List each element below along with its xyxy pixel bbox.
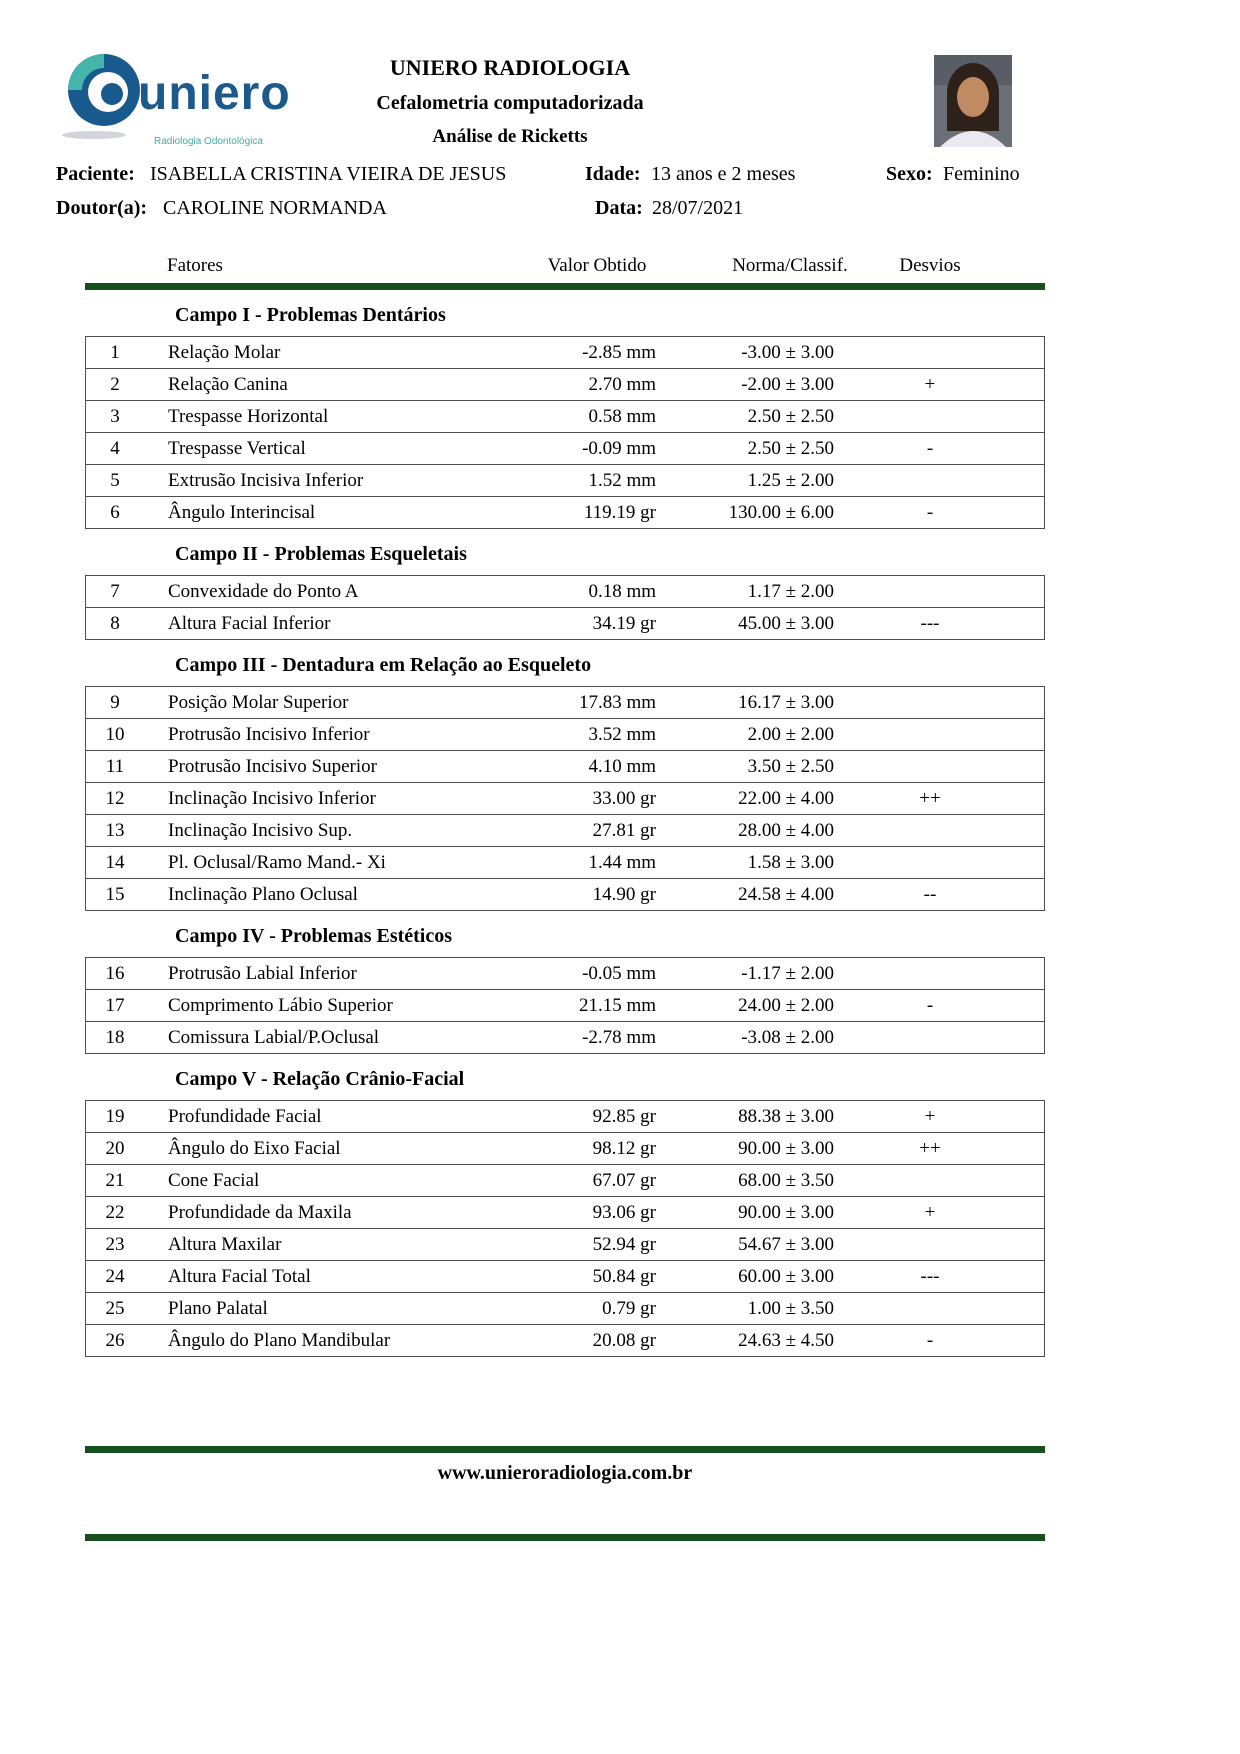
section-row-group	[85, 1100, 1045, 1357]
cell-norma-classif: 1.17 ± 2.00	[747, 580, 834, 602]
cell-number: 17	[105, 994, 125, 1016]
cell-desvio: --	[923, 883, 937, 905]
section-title: Campo I - Problemas Dentários	[175, 304, 446, 326]
patient-sex-label: Sexo:	[886, 163, 933, 185]
cell-number: 13	[105, 819, 125, 841]
patient-name-label: Paciente:	[56, 163, 135, 185]
cell-number: 25	[105, 1297, 125, 1319]
cell-valor-obtido: 0.58 mm	[588, 405, 656, 427]
cell-norma-classif: 16.17 ± 3.00	[738, 691, 834, 713]
cell-fator: Ângulo Interincisal	[168, 501, 316, 523]
cell-norma-classif: 90.00 ± 3.00	[738, 1201, 834, 1223]
cell-desvio: ++	[919, 1137, 941, 1159]
cell-fator: Pl. Oclusal/Ramo Mand.- Xi	[168, 851, 386, 873]
column-header-fatores: Fatores	[167, 255, 223, 276]
cell-norma-classif: 1.00 ± 3.50	[747, 1297, 834, 1319]
table-row	[86, 576, 1044, 607]
table-row	[86, 1324, 1044, 1356]
doctor-label: Doutor(a):	[56, 197, 148, 219]
cell-fator: Inclinação Incisivo Inferior	[168, 787, 376, 809]
cell-valor-obtido: 1.52 mm	[588, 469, 656, 491]
cell-number: 12	[105, 787, 125, 809]
cell-desvio: +	[924, 373, 936, 395]
cell-norma-classif: 1.58 ± 3.00	[747, 851, 834, 873]
cell-fator: Protrusão Incisivo Inferior	[168, 723, 370, 745]
table-row	[86, 368, 1044, 400]
column-header-norma-classif: Norma/Classif.	[732, 255, 848, 276]
cell-fator: Protrusão Labial Inferior	[168, 962, 357, 984]
cell-norma-classif: 22.00 ± 4.00	[738, 787, 834, 809]
cell-fator: Protrusão Incisivo Superior	[168, 755, 377, 777]
cell-valor-obtido: -0.09 mm	[582, 437, 656, 459]
cell-number: 15	[105, 883, 125, 905]
cell-norma-classif: -3.00 ± 3.00	[741, 341, 834, 363]
cell-fator: Comissura Labial/P.Oclusal	[168, 1026, 380, 1048]
cell-desvio: -	[926, 501, 934, 523]
cell-valor-obtido: 0.79 gr	[602, 1297, 656, 1319]
cell-number: 9	[110, 691, 120, 713]
patient-photo	[934, 55, 1012, 147]
cell-valor-obtido: 21.15 mm	[578, 994, 656, 1016]
table-row	[86, 687, 1044, 718]
cell-desvio: -	[926, 437, 934, 459]
table-row	[86, 878, 1044, 910]
cell-fator: Trespasse Vertical	[168, 437, 306, 459]
section-title: Campo III - Dentadura em Relação ao Esqueleto	[175, 654, 592, 676]
cell-fator: Altura Facial Inferior	[168, 612, 331, 634]
table-row	[86, 958, 1044, 989]
cell-valor-obtido: 98.12 gr	[592, 1137, 656, 1159]
table-row	[86, 607, 1044, 639]
table-row	[86, 782, 1044, 814]
cell-fator: Inclinação Incisivo Sup.	[168, 819, 353, 841]
cell-norma-classif: 45.00 ± 3.00	[738, 612, 834, 634]
date-value: 28/07/2021	[652, 197, 744, 219]
column-header-desvios: Desvios	[899, 255, 961, 276]
cell-number: 22	[105, 1201, 125, 1223]
cell-desvio: +	[924, 1105, 936, 1127]
table-row	[86, 846, 1044, 878]
cell-valor-obtido: -2.78 mm	[582, 1026, 656, 1048]
table-row	[86, 750, 1044, 782]
table-row	[86, 1228, 1044, 1260]
table-row	[86, 1292, 1044, 1324]
cell-valor-obtido: 50.84 gr	[592, 1265, 656, 1287]
cell-norma-classif: 130.00 ± 6.00	[728, 501, 834, 523]
cell-number: 5	[110, 469, 120, 491]
cell-number: 1	[110, 341, 120, 363]
cell-norma-classif: -3.08 ± 2.00	[741, 1026, 834, 1048]
cell-norma-classif: 90.00 ± 3.00	[738, 1137, 834, 1159]
cell-number: 4	[110, 437, 120, 459]
patient-name-value: ISABELLA CRISTINA VIEIRA DE JESUS	[150, 163, 507, 185]
table-row	[86, 400, 1044, 432]
cell-valor-obtido: 17.83 mm	[578, 691, 656, 713]
table-row	[86, 337, 1044, 368]
table-row	[86, 1021, 1044, 1053]
table-row	[86, 718, 1044, 750]
cell-valor-obtido: 27.81 gr	[592, 819, 656, 841]
table-header-row	[85, 255, 1045, 283]
header-divider-rule	[85, 283, 1045, 290]
cell-fator: Altura Maxilar	[168, 1233, 282, 1255]
cell-norma-classif: 60.00 ± 3.00	[738, 1265, 834, 1287]
patient-sex-value: Feminino	[943, 163, 1020, 185]
cell-valor-obtido: 1.44 mm	[588, 851, 656, 873]
cell-fator: Extrusão Incisiva Inferior	[168, 469, 364, 491]
cell-desvio: ---	[920, 612, 940, 634]
cell-number: 10	[105, 723, 125, 745]
cell-number: 7	[110, 580, 120, 602]
cell-number: 21	[105, 1169, 125, 1191]
cell-fator: Trespasse Horizontal	[168, 405, 329, 427]
patient-photo-image	[934, 55, 1012, 147]
table-row	[86, 496, 1044, 528]
logo-tagline: Radiologia Odontológica	[154, 136, 263, 147]
section-row-group	[85, 957, 1045, 1054]
section-row-group	[85, 336, 1045, 529]
cell-norma-classif: 2.50 ± 2.50	[747, 437, 834, 459]
cell-fator: Cone Facial	[168, 1169, 260, 1191]
cell-valor-obtido: 4.10 mm	[588, 755, 656, 777]
report-subtitle: Cefalometria computadorizada	[376, 92, 644, 114]
table-row	[86, 1196, 1044, 1228]
cell-fator: Altura Facial Total	[168, 1265, 311, 1287]
section-row-group	[85, 575, 1045, 640]
cell-number: 20	[105, 1137, 125, 1159]
cell-desvio: +	[924, 1201, 936, 1223]
cell-valor-obtido: 0.18 mm	[588, 580, 656, 602]
cell-number: 3	[110, 405, 120, 427]
cell-fator: Relação Canina	[168, 373, 288, 395]
cell-fator: Inclinação Plano Oclusal	[168, 883, 358, 905]
table-row	[86, 1260, 1044, 1292]
date-label: Data:	[595, 197, 643, 219]
cell-number: 6	[110, 501, 120, 523]
cell-fator: Profundidade da Maxila	[168, 1201, 352, 1223]
cell-number: 16	[105, 962, 125, 984]
cell-fator: Posição Molar Superior	[168, 691, 349, 713]
cell-number: 23	[105, 1233, 125, 1255]
footer-website: www.unieroradiologia.com.br	[437, 1462, 693, 1484]
uniero-logo-icon	[58, 48, 150, 140]
cell-valor-obtido: 20.08 gr	[592, 1329, 656, 1351]
table-row	[86, 432, 1044, 464]
cell-valor-obtido: 14.90 gr	[592, 883, 656, 905]
patient-age-label: Idade:	[585, 163, 641, 185]
cell-valor-obtido: 119.19 gr	[583, 501, 656, 523]
logo-wordmark: uniero	[138, 67, 291, 120]
cell-norma-classif: 24.58 ± 4.00	[738, 883, 834, 905]
cell-valor-obtido: 52.94 gr	[592, 1233, 656, 1255]
clinic-name: UNIERO RADIOLOGIA	[389, 55, 631, 80]
cell-norma-classif: 24.00 ± 2.00	[738, 994, 834, 1016]
cell-valor-obtido: -0.05 mm	[582, 962, 656, 984]
cell-norma-classif: 88.38 ± 3.00	[738, 1105, 834, 1127]
cell-valor-obtido: -2.85 mm	[582, 341, 656, 363]
cell-norma-classif: 2.50 ± 2.50	[747, 405, 834, 427]
cell-desvio: -	[926, 994, 934, 1016]
footer-bottom-rule	[85, 1534, 1045, 1541]
cell-norma-classif: 68.00 ± 3.50	[738, 1169, 834, 1191]
cell-number: 18	[105, 1026, 125, 1048]
cell-norma-classif: 54.67 ± 3.00	[738, 1233, 834, 1255]
section-row-group	[85, 686, 1045, 911]
patient-age-value: 13 anos e 2 meses	[651, 163, 796, 185]
cell-norma-classif: 3.50 ± 2.50	[747, 755, 834, 777]
cell-desvio: -	[926, 1329, 934, 1351]
cell-norma-classif: 1.25 ± 2.00	[747, 469, 834, 491]
cell-fator: Ângulo do Plano Mandibular	[168, 1329, 391, 1351]
section-title: Campo II - Problemas Esqueletais	[175, 543, 467, 565]
cell-number: 26	[105, 1329, 125, 1351]
section-title: Campo V - Relação Crânio-Facial	[175, 1068, 465, 1090]
analysis-title: Análise de Ricketts	[432, 126, 588, 147]
cell-number: 14	[105, 851, 125, 873]
cell-number: 8	[110, 612, 120, 634]
cell-valor-obtido: 3.52 mm	[588, 723, 656, 745]
cell-fator: Profundidade Facial	[168, 1105, 322, 1127]
cell-number: 2	[110, 373, 120, 395]
cell-valor-obtido: 93.06 gr	[592, 1201, 656, 1223]
cell-fator: Relação Molar	[168, 341, 281, 363]
cell-norma-classif: 28.00 ± 4.00	[738, 819, 834, 841]
cell-fator: Comprimento Lábio Superior	[168, 994, 393, 1016]
table-row	[86, 989, 1044, 1021]
cell-norma-classif: -2.00 ± 3.00	[741, 373, 834, 395]
table-row	[86, 464, 1044, 496]
cell-fator: Convexidade do Ponto A	[168, 580, 359, 602]
cell-valor-obtido: 34.19 gr	[592, 612, 656, 634]
cell-desvio: ---	[920, 1265, 940, 1287]
analysis-table	[85, 255, 1045, 1357]
cell-number: 24	[105, 1265, 125, 1287]
cell-norma-classif: 2.00 ± 2.00	[747, 723, 834, 745]
report-title-block	[230, 55, 790, 148]
cell-valor-obtido: 67.07 gr	[592, 1169, 656, 1191]
column-header-valor-obtido: Valor Obtido	[547, 255, 647, 276]
cell-valor-obtido: 33.00 gr	[592, 787, 656, 809]
table-row	[86, 814, 1044, 846]
cell-number: 19	[105, 1105, 125, 1127]
cell-norma-classif: -1.17 ± 2.00	[741, 962, 834, 984]
doctor-value: CAROLINE NORMANDA	[163, 197, 387, 219]
cell-number: 11	[105, 755, 125, 777]
analysis-table-body	[85, 290, 1045, 1357]
cell-valor-obtido: 92.85 gr	[592, 1105, 656, 1127]
cell-fator: Plano Palatal	[168, 1297, 268, 1319]
cell-norma-classif: 24.63 ± 4.50	[738, 1329, 834, 1351]
cell-fator: Ângulo do Eixo Facial	[168, 1137, 341, 1159]
footer-top-rule	[85, 1446, 1045, 1453]
table-row	[86, 1132, 1044, 1164]
cell-valor-obtido: 2.70 mm	[588, 373, 656, 395]
section-title: Campo IV - Problemas Estéticos	[175, 925, 453, 947]
table-row	[86, 1164, 1044, 1196]
table-row	[86, 1101, 1044, 1132]
cell-desvio: ++	[919, 787, 941, 809]
